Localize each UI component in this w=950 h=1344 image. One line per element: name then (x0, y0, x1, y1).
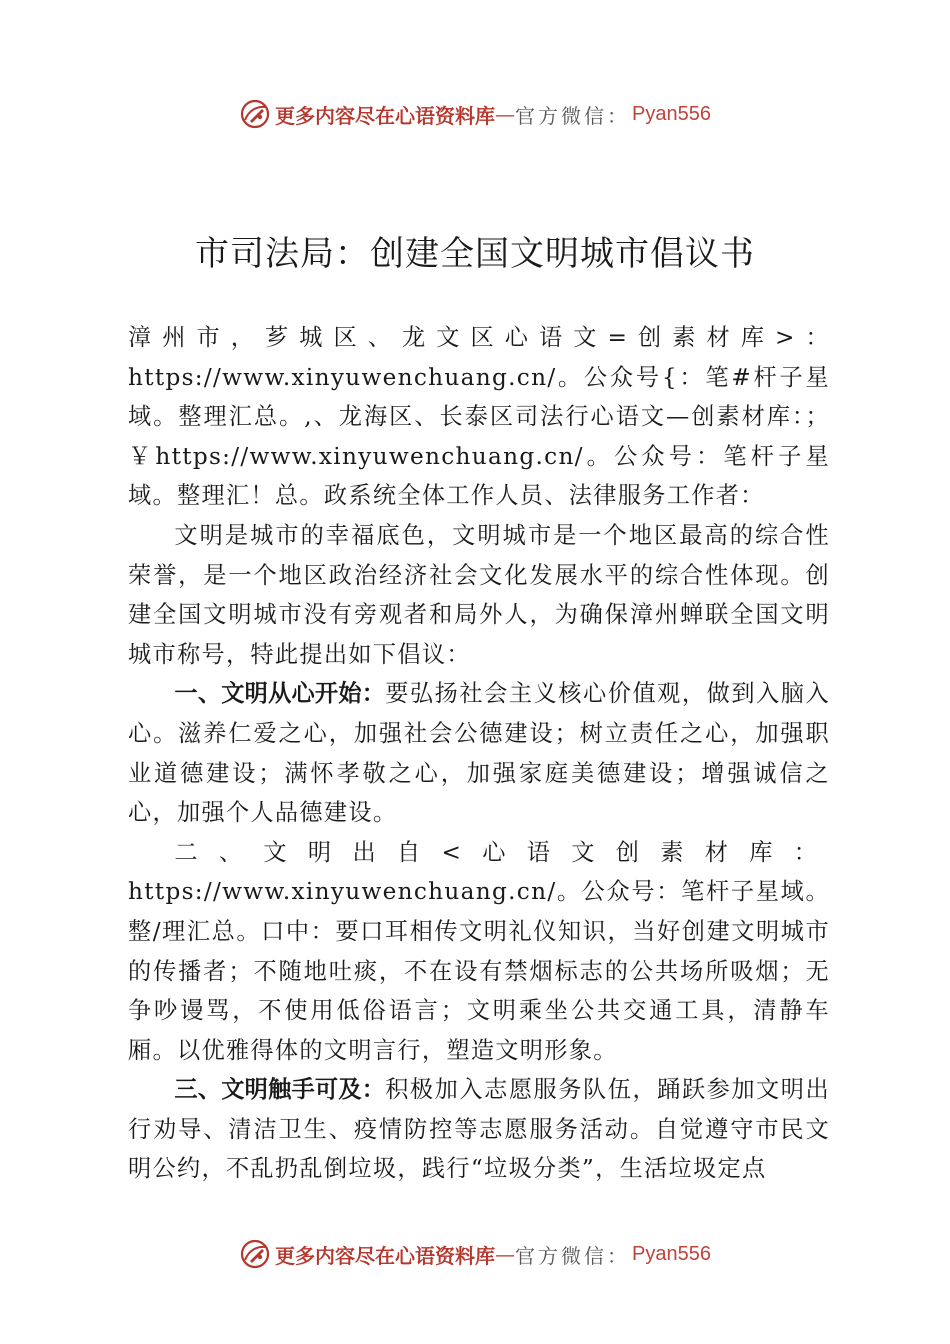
document-body (128, 318, 830, 1189)
wechat-label: 官方微信： (515, 1243, 631, 1268)
library-text: 更多内容尽在心语资料库 (275, 103, 496, 128)
wechat-label: 官方微信： (515, 103, 631, 128)
point-one-paragraph (128, 674, 830, 832)
point-two-paragraph (128, 833, 830, 1071)
banner-dash: — (495, 1242, 516, 1266)
pen-logo-icon (239, 1238, 271, 1270)
footer-banner (0, 1234, 950, 1274)
point-three-heading: 三、文明触手可及： (174, 1076, 386, 1104)
library-text: 更多内容尽在心语资料库 (275, 1243, 496, 1268)
point-two-heading: 二、文明出自<心语文创素材库： (174, 838, 830, 866)
wechat-id: Pyan556 (632, 1242, 711, 1265)
point-one-body: 要弘扬社会主义核心价值观，做到入脑入心。滋养仁爱之心，加强社会公德建设；树立责任之心，加强职业道德建设；满怀孝敬之心，加强家庭美德建设；增强诚信之心，加强个人品德建设。 (128, 680, 830, 827)
document-title: 市司法局：创建全国文明城市倡议书 (195, 234, 755, 274)
pen-logo-icon (239, 98, 271, 130)
point-three-body: 积极加入志愿服务队伍，踊跃参加文明出行劝导、清洁卫生、疫情防控等志愿服务活动。自觉遵守市民文明公约，不乱扔乱倒垃圾，践行“垃圾分类”，生活垃圾定点 (128, 1076, 830, 1183)
intro-paragraph: 文明是城市的幸福底色，文明城市是一个地区最高的综合性荣誉，是一个地区政治经济社会文化发展水平的综合性体现。创建全国文明城市没有旁观者和局外人，为确保漳州蝉联全国文明城市称号，特此提出如下倡议： (128, 521, 830, 668)
banner-dash: — (495, 102, 516, 126)
wechat-id: Pyan556 (632, 102, 711, 125)
point-two-body: https://www.xinyuwenchuang.cn/。公众号：笔杆子星域。整/理汇总。口中：要口耳相传文明礼仪知识，当好创建文明城市的传播者；不随地吐痰，不在设有禁烟标志的公共场所吸烟；无争吵谩骂，不使用低俗语言；文明乘坐公共交通工具，清静车厢。以优雅得体的文明言行，塑造文明形象。 (128, 878, 830, 1064)
point-three-paragraph (128, 1070, 830, 1189)
point-one-heading: 一、文明从心开始： (174, 680, 386, 708)
header-banner (0, 94, 950, 134)
salutation-paragraph: 漳州市，芗城区、龙文区心语文=创素材库>：https://www.xinyuwenchuang.cn/。公众号{：笔#杆子星域。整理汇总。,、龙海区、长泰区司法行心语文—创素材库：；￥https://www.xinyuwenchuang.cn/。公众号：笔杆子星域。整理汇！总。政系统全体工作人员、法律服务工作者： (128, 324, 830, 510)
